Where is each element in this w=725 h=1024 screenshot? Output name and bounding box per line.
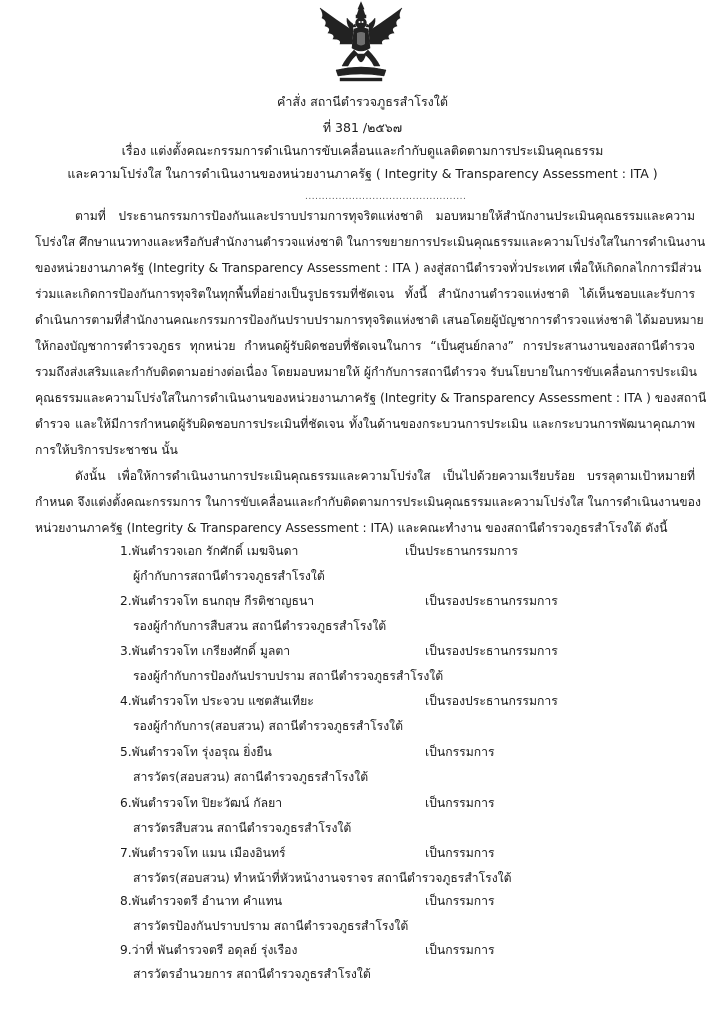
member-role: เป็นกรรมการ <box>425 943 495 957</box>
paragraph-1-line: ตามที่ ประธานกรรมการป้องกันและปราบปรามการทุจริตแห่งชาติ มอบหมายให้สำนักงานประเมินคุณธรรมและความ <box>75 209 695 223</box>
member-role: เป็นกรรมการ <box>425 745 495 759</box>
order-title: คำสั่ง สถานีตำรวจภูธรสำโรงใต้ <box>276 94 449 109</box>
paragraph-1-line: ให้กองบัญชาการตำรวจภูธร ทุกหน่วย กำหนดผู้รับผิดชอบที่ชัดเจนในการ “เป็นศูนย์กลาง” การประสานงานของสถานีตำรวจ <box>35 339 695 353</box>
member-role: เป็นกรรมการ <box>425 796 495 810</box>
paragraph-2-line: หน่วยงานภาครัฐ (Integrity & Transparency Assessment : ITA) และคณะทำงาน ของสถานีตำรวจภูธรสำโรงใต้ ดังนี้ <box>35 521 668 535</box>
subject-line-1: เรื่อง แต่งตั้งคณะกรรมการดำเนินการขับเคลื่อนและกำกับดูแลติดตามการประเมินคุณธรรม <box>121 143 604 158</box>
paragraph-2-line: กำหนด จึงแต่งตั้งคณะกรรมการ ในการขับเคลื่อนและกำกับติดตามการประเมินคุณธรรมและความโปร่งใส ในการดำเนินงานของ <box>35 495 701 509</box>
separator: ................................................ <box>305 192 467 202</box>
paragraph-1-line: ของหน่วยงานภาครัฐ (Integrity & Transparency Assessment : ITA ) ลงสู่สถานีตำรวจทั่วประเทศ เพื่อให้เกิดกลไกการมีส่วน <box>35 261 702 275</box>
member-name: 4.พันตำรวจโท ประจวบ แซตสันเทียะ <box>120 694 314 708</box>
member-position: ผู้กำกับการสถานีตำรวจภูธรสำโรงใต้ <box>133 569 325 583</box>
member-name: 8.พันตำรวจตรี อำนาท คำแทน <box>120 894 283 908</box>
paragraph-1-line: การให้บริการประชาชน นั้น <box>35 443 178 457</box>
member-role: เป็นรองประธานกรรมการ <box>425 594 558 608</box>
member-name: 6.พันตำรวจโท ปิยะวัฒน์ กัลยา <box>120 796 283 810</box>
member-name: 9.ว่าที่ พันตำรวจตรี อดุลย์ รุ่งเรือง <box>120 943 298 957</box>
member-position: รองผู้กำกับการป้องกันปราบปราม สถานีตำรวจภูธรสำโรงใต้ <box>133 669 444 683</box>
member-position: สารวัตร(สอบสวน) ทำหน้าที่หัวหน้างานจราจร สถานีตำรวจภูธรสำโรงใต้ <box>133 871 512 885</box>
member-name: 3.พันตำรวจโท เกรียงศักดิ์ มูลตา <box>120 644 291 658</box>
paragraph-1-line: ตำรวจ และให้มีการกำหนดผู้รับผิดชอบการประเมินที่ชัดเจน ทั้งในด้านของกระบวนการประเมิน และกระบวนการพัฒนาคุณภาพ <box>35 417 695 431</box>
paragraph-1-line: โปร่งใส ศึกษาแนวทางและหรือกับสำนักงานตำรวจแห่งชาติ ในการขยายการประเมินคุณธรรมและความโปร่งใสในการดำเนินงาน <box>35 235 706 249</box>
member-position: สารวัตรสืบสวน สถานีตำรวจภูธรสำโรงใต้ <box>133 821 352 835</box>
member-position: สารวัตร(สอบสวน) สถานีตำรวจภูธรสำโรงใต้ <box>133 770 369 784</box>
paragraph-1-line: ดำเนินการตามที่สำนักงานคณะกรรมการป้องกันปราบปรามการทุจริตแห่งชาติ เสนอโดยผู้บัญชาการตำรวจแห่งชาติ ได้มอบหมาย <box>35 313 704 327</box>
member-position: สารวัตรอำนวยการ สถานีตำรวจภูธรสำโรงใต้ <box>133 967 371 981</box>
paragraph-1-line: รวมถึงส่งเสริมและกำกับติดตามอย่างต่อเนื่อง โดยมอบหมายให้ ผู้กำกับการสถานีตำรวจ รับนโยบายในการขับเคลื่อนการประเมิน <box>35 365 697 379</box>
paragraph-1-line: คุณธรรมและความโปร่งใสในการดำเนินงานของหน่วยงานภาครัฐ (Integrity & Transparency Assessment : ITA ) ของสถานี <box>35 391 707 405</box>
member-name: 1.พันตำรวจเอก รักศักดิ์ เมฆจินดา <box>120 544 299 558</box>
member-role: เป็นรองประธานกรรมการ <box>425 644 558 658</box>
paragraph-2-line: ดังนั้น เพื่อให้การดำเนินงานการประเมินคุณธรรมและความโปร่งใส เป็นไปด้วยความเรียบร้อย บรรลุตามเป้าหมายที่ <box>75 469 695 483</box>
paragraph-1 <box>35 203 707 463</box>
member-name: 7.พันตำรวจโท แมน เมืองอินทร์ <box>120 846 286 860</box>
paragraph-2 <box>35 463 701 541</box>
member-role: เป็นรองประธานกรรมการ <box>425 694 558 708</box>
garuda-emblem <box>306 0 416 86</box>
member-position: รองผู้กำกับการสืบสวน สถานีตำรวจภูธรสำโรงใต้ <box>133 619 387 633</box>
member-position: รองผู้กำกับการ(สอบสวน) สถานีตำรวจภูธรสำโรงใต้ <box>133 719 404 733</box>
member-name: 5.พันตำรวจโท รุ่งอรุณ ยิ่งยืน <box>120 745 272 759</box>
paragraph-1-line: ร่วมและเกิดการป้องกันการทุจริตในทุกพื้นที่อย่างเป็นรูปธรรมที่ชัดเจน ทั้งนี้ สำนักงานตำรวจแห่งชาติ ได้เห็นชอบและรับการ <box>35 287 695 301</box>
member-role: เป็นประธานกรรมการ <box>405 544 518 558</box>
member-name: 2.พันตำรวจโท ธนกฤษ กีรติชาญธนา <box>120 594 315 608</box>
member-position: สารวัตรป้องกันปราบปราม สถานีตำรวจภูธรสำโรงใต้ <box>133 919 409 933</box>
order-number: ที่ 381 /๒๕๖๗ <box>322 120 403 135</box>
member-role: เป็นกรรมการ <box>425 846 495 860</box>
subject-line-2: และความโปร่งใส ในการดำเนินงานของหน่วยงานภาครัฐ ( Integrity & Transparency Assessment : ITA ) <box>67 166 658 181</box>
member-role: เป็นกรรมการ <box>425 894 495 908</box>
